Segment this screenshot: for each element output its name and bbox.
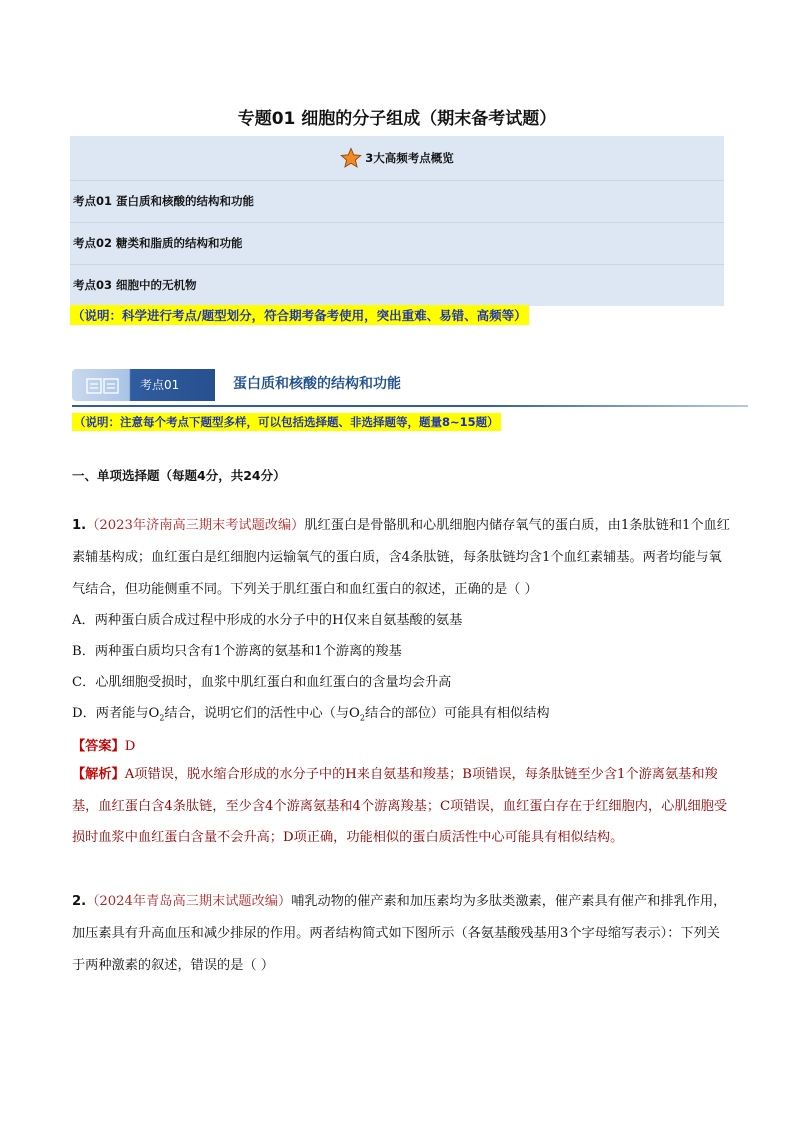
section-banner	[72, 369, 215, 401]
overview-item-1: 考点01 蛋白质和核酸的结构和功能	[70, 181, 724, 223]
overview-table	[70, 136, 724, 306]
overview-item-2: 考点02 糖类和脂质的结构和功能	[70, 223, 724, 265]
question-1	[72, 510, 732, 606]
answer-value: D	[124, 739, 136, 754]
option-b: B．两种蛋白质均只含有1个游离的氨基和1个游离的羧基	[72, 644, 402, 659]
section-divider	[72, 405, 748, 407]
option-c: C．心肌细胞受损时，血浆中肌红蛋白和血红蛋白的含量均会升高	[72, 675, 452, 690]
question-2	[72, 886, 732, 982]
question-stem: 哺乳动物的催产素和加压素均为多肽类激素，催产素具有催产和排乳作用，加压素具有升高血压和减少排尿的作用。两者结构简式如下图所示（各氨基酸残基用3个字母缩写表示）：下列关于两种激素的叙述，错误的是（ ）	[72, 894, 727, 973]
overview-header	[70, 136, 724, 181]
question-number: 1.	[72, 518, 87, 533]
section-note: （说明：注意每个考点下题型多样，可以包括选择题、非选择题等，题量8~15题）	[74, 415, 499, 429]
question-source: （2024年青岛高三期末试题改编）	[86, 894, 292, 909]
book-icon	[86, 377, 120, 395]
question-number: 2.	[72, 894, 87, 909]
analysis-block	[72, 759, 732, 854]
question-stem: 肌红蛋白是骨骼肌和心肌细胞内储存氧气的蛋白质，由1条肽链和1个血红素辅基构成；血红蛋白是红细胞内运输氧气的蛋白质，含4条肽链，每条肽链均含1个血红素辅基。两者均能与氧气结合，但功能侧重不同。下列关于肌红蛋白和血红蛋白的叙述，正确的是（ ）	[72, 518, 730, 597]
section-title: 蛋白质和核酸的结构和功能	[233, 376, 401, 392]
overview-note: （说明：科学进行考点/题型划分，符合期考备考使用，突出重难、易错、高频等）	[70, 305, 529, 325]
overview-item-3: 考点03 细胞中的无机物	[73, 278, 197, 292]
answer-label: 【答案】	[72, 739, 125, 754]
star-icon	[340, 147, 362, 169]
question-source: （2023年济南高三期末考试题改编）	[86, 518, 305, 533]
option-d: D．两者能与$O_2$结合，说明它们的活性中心（与$O_2$结合的部位）可能具有相似结构	[72, 706, 550, 723]
page-title: 专题01 细胞的分子组成（期末备考试题）	[237, 109, 557, 129]
section-heading: 一、单项选择题（每题4分，共24分）	[72, 468, 286, 483]
analysis-text: A项错误，脱水缩合形成的水分子中的H来自氨基和羧基；B项错误，每条肽链至少含1个游离氨基和羧基，血红蛋白含4条肽链，至少含4个游离氨基和4个游离羧基；C项错误，血红蛋白存在于红细胞内，心肌细胞受损时血浆中血红蛋白含量不会升高；D项正确，功能相似的蛋白质活性中心可能具有相似结构。	[72, 767, 728, 845]
answer-line	[72, 735, 135, 754]
banner-label: 考点01	[140, 378, 180, 392]
overview-header-text: 3大高频考点概览	[365, 151, 454, 165]
analysis-label: 【解析】	[72, 767, 125, 782]
option-a: A．两种蛋白质合成过程中形成的水分子中的H仅来自氨基酸的氨基	[72, 613, 463, 628]
